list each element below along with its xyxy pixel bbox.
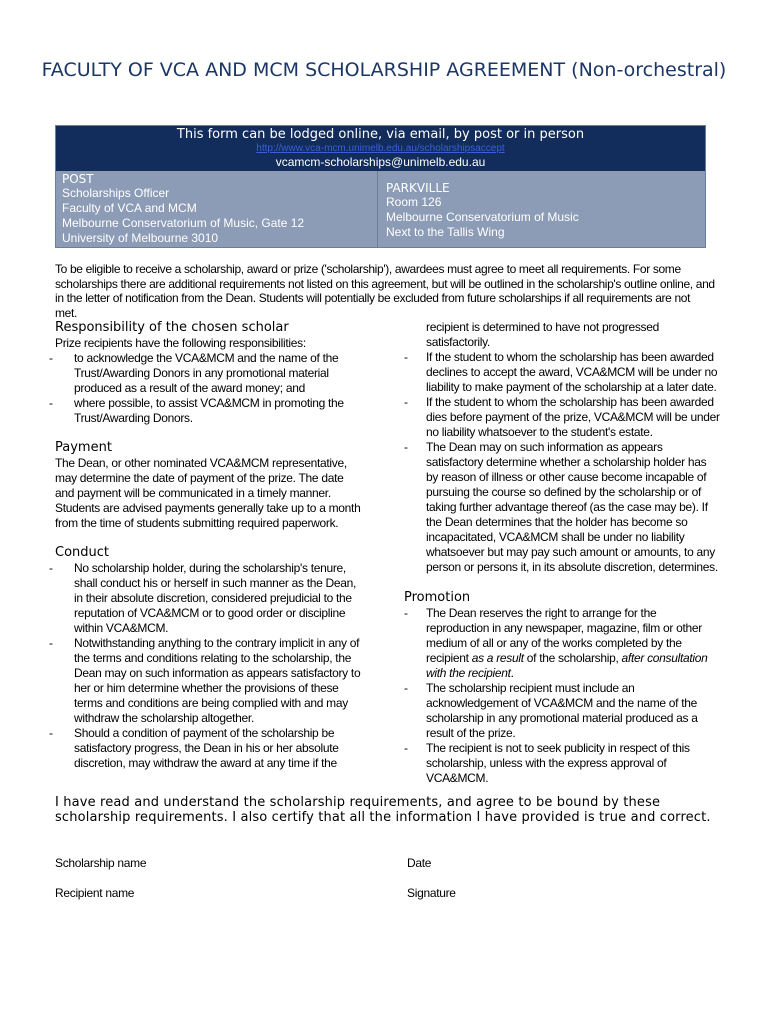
- lodgement-email-link[interactable]: vcamcm-scholarships@unimelb.edu.au: [275, 155, 486, 169]
- signature-field[interactable]: Signature: [407, 886, 456, 900]
- post-line: Scholarships Officer: [62, 186, 170, 200]
- list-item: - Should a condition of payment of the scholarship be satisfactory progress, the Dean in his or her absolute discretion, may withdraw the award at any time if the: [55, 726, 365, 771]
- parkville-line: Next to the Tallis Wing: [386, 225, 505, 239]
- lodgement-heading: This form can be lodged online, via email, by post or in person: [176, 127, 585, 142]
- responsibility-heading: Responsibility of the chosen scholar: [55, 320, 289, 335]
- promotion-text: .: [510, 666, 514, 680]
- post-address: [56, 171, 378, 247]
- right-column: [404, 320, 720, 786]
- list-item: - to acknowledge the VCA&MCM and the name of the Trust/Awarding Donors in any promotional material produced as a result of the award money; and: [55, 351, 365, 396]
- lodgement-header: [56, 126, 705, 171]
- list-item: - The scholarship recipient must include an acknowledgement of VCA&MCM and the name of the scholarship in any promotional material produced as a result of the prize.: [404, 681, 720, 741]
- payment-heading: Payment: [55, 440, 112, 455]
- promotion-text: of the scholarship,: [523, 651, 622, 665]
- parkville-label: PARKVILLE: [386, 181, 450, 195]
- list-item: - No scholarship holder, during the scholarship's tenure, shall conduct his or herself in such manner as the Dean, in their absolute discretion, considered prejudicial to the reputation of VCA&MCM or to good order or discipline within VCA&MCM.: [55, 561, 365, 636]
- payment-text: The Dean, or other nominated VCA&MCM representative, may determine the date of payment of the prize. The date and payment will be communicated in a timely manner. Students are advised payments generally take up to a month from the time of students submitting required paperwork.: [55, 456, 361, 530]
- conduct-heading: Conduct: [55, 545, 110, 560]
- parkville-address: [378, 171, 705, 247]
- conduct-list-continued: [404, 350, 720, 575]
- conduct-continuation: recipient is determined to have not progressed satisfactorily.: [426, 320, 660, 349]
- post-line: Faculty of VCA and MCM: [62, 201, 197, 215]
- promotion-list: [404, 606, 720, 786]
- list-item: [404, 606, 720, 681]
- intro-paragraph: To be eligible to receive a scholarship, award or prize ('scholarship'), awardees must agree to meet all requirements. For some scholarships there are additional requirements not listed on this agreement, but will be outlined in the scholarship's outline online, and in the letter of notification from the Dean. Students will potentially be excluded from future scholarships if all requirements are not met.: [55, 262, 715, 321]
- left-column: [55, 320, 365, 771]
- list-item: - where possible, to assist VCA&MCM in promoting the Trust/Awarding Donors.: [55, 396, 365, 426]
- promotion-emphasis: as a result: [471, 651, 524, 665]
- scholarship-name-field[interactable]: Scholarship name: [55, 856, 147, 870]
- responsibility-list: [55, 351, 365, 426]
- page-title: FACULTY OF VCA AND MCM SCHOLARSHIP AGREEMENT (Non-orchestral): [41, 59, 727, 81]
- promotion-heading: Promotion: [404, 590, 471, 605]
- post-line: University of Melbourne 3010: [62, 231, 219, 245]
- list-item: - The recipient is not to seek publicity in respect of this scholarship, unless with the express approval of VCA&MCM.: [404, 741, 720, 786]
- lodgement-url-link[interactable]: http://www.vca-mcm.unimelb.edu.au/scholarshipsaccept: [256, 143, 505, 154]
- list-item: - If the student to whom the scholarship has been awarded dies before payment of the prize, VCA&MCM will be under no liability whatsoever to the student's estate.: [404, 395, 720, 440]
- list-item: - The Dean may on such information as appears satisfactory determine whether a scholarship holder has by reason of illness or other cause become incapable of pursuing the course so defined by the scholarship or of taking further advantage thereof (as the case may be). If the Dean determines that the holder has become so incapacitated, VCA&MCM shall be under no liability whatsoever but may pay such amount or amounts, to any person or persons it, in its absolute discretion, determines.: [404, 440, 720, 575]
- list-item: - Notwithstanding anything to the contrary implicit in any of the terms and conditions relating to the scholarship, the Dean may on such information as appears satisfactory to her or him determine whether the provisions of these terms and conditions are being complied with and may withdraw the scholarship altogether.: [55, 636, 365, 726]
- list-item: - If the student to whom the scholarship has been awarded declines to accept the award, VCA&MCM will be under no liability to make payment of the scholarship at a later date.: [404, 350, 720, 395]
- post-line: Melbourne Conservatorium of Music, Gate 12: [62, 216, 305, 230]
- promotion-text: The Dean reserves the right to arrange for the reproduction in any newspaper, magazine, film or other medium of all or any of the works completed by the recipient: [426, 606, 702, 665]
- parkville-line: Room 126: [386, 195, 442, 209]
- conduct-list: [55, 561, 365, 771]
- lodgement-box: [55, 125, 706, 248]
- recipient-name-field[interactable]: Recipient name: [55, 886, 135, 900]
- date-field[interactable]: Date: [407, 856, 432, 870]
- parkville-line: Melbourne Conservatorium of Music: [386, 210, 579, 224]
- declaration-text: I have read and understand the scholarship requirements, and agree to be bound by these scholarship requirements. I also certify that all the information I have provided is true and correct.: [55, 795, 711, 825]
- responsibility-lead: Prize recipients have the following responsibilities:: [55, 336, 306, 350]
- promotion-emphasis: after consultation with the recipient: [426, 651, 708, 680]
- post-label: POST: [62, 172, 94, 186]
